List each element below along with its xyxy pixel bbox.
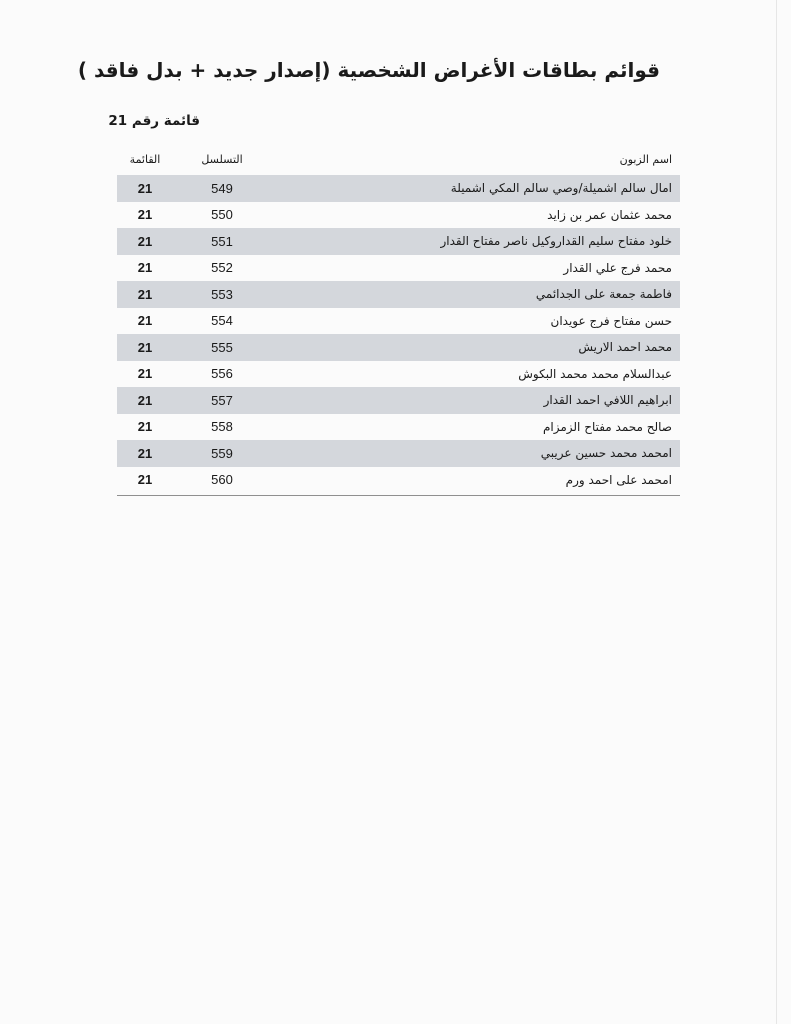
table-row: [117, 175, 680, 202]
table-row: [117, 255, 680, 282]
serial-number: 551: [211, 233, 233, 249]
customer-name: امحمد على احمد ورم: [565, 472, 672, 487]
list-number: 21: [137, 313, 153, 329]
table-row: [117, 308, 680, 335]
list-number: 21: [137, 419, 153, 435]
list-number: 21: [137, 180, 153, 196]
table-row: [117, 202, 680, 229]
serial-number: 549: [211, 180, 233, 196]
customer-name: خلود مفتاح سليم القداروكيل ناصر مفتاح القدار: [440, 234, 672, 249]
table-row: [117, 281, 680, 308]
table-row: [117, 414, 680, 441]
page-edge-shadow: [776, 0, 777, 1024]
list-number: 21: [137, 366, 153, 382]
customer-name: حسن مفتاح فرج عويدان: [550, 313, 672, 328]
customer-name: عبدالسلام محمد محمد البكوش: [518, 366, 672, 381]
list-number: 21: [137, 472, 153, 488]
list-number: 21: [137, 339, 153, 355]
serial-number: 559: [211, 445, 233, 461]
list-number-label: قائمة رقم 21: [108, 113, 200, 129]
customer-name: محمد عثمان عمر بن زايد: [547, 207, 672, 222]
customer-name: محمد احمد الاريش: [578, 340, 672, 355]
header-serial: التسلسل: [201, 152, 243, 166]
serial-number: 555: [211, 339, 233, 355]
customer-name: ابراهيم اللافي احمد القدار: [543, 393, 672, 408]
list-number: 21: [137, 260, 153, 276]
table-row: [117, 387, 680, 414]
serial-number: 550: [211, 207, 233, 223]
customer-name: امال سالم اشميلة/وصي سالم المكي اشميلة: [450, 181, 672, 196]
table-header: [117, 143, 680, 175]
serial-number: 553: [211, 286, 233, 302]
customer-name: محمد فرج علي القدار: [563, 260, 672, 275]
header-customer-name: اسم الزبون: [619, 152, 672, 166]
table-row: [117, 228, 680, 255]
customer-name: امحمد محمد حسين عريبي: [540, 446, 672, 461]
serial-number: 552: [211, 260, 233, 276]
list-number: 21: [137, 445, 153, 461]
serial-number: 554: [211, 313, 233, 329]
serial-number: 557: [211, 392, 233, 408]
table-row: [117, 440, 680, 467]
table-row: [117, 334, 680, 361]
serial-number: 556: [211, 366, 233, 382]
document-title: قوائم بطاقات الأغراض الشخصية (إصدار جديد + بدل فاقد ): [77, 58, 660, 82]
table-bottom-rule: [117, 495, 680, 496]
customer-name: صالح محمد مفتاح الزمزام: [542, 419, 672, 434]
serial-number: 558: [211, 419, 233, 435]
customer-name: فاطمة جمعة على الجدائمي: [535, 287, 672, 302]
header-list: القائمة: [129, 152, 161, 166]
list-number: 21: [137, 392, 153, 408]
table-row: [117, 467, 680, 494]
list-number: 21: [137, 233, 153, 249]
list-number: 21: [137, 207, 153, 223]
table-row: [117, 361, 680, 388]
list-number: 21: [137, 286, 153, 302]
serial-number: 560: [211, 472, 233, 488]
customer-table: [117, 143, 680, 496]
